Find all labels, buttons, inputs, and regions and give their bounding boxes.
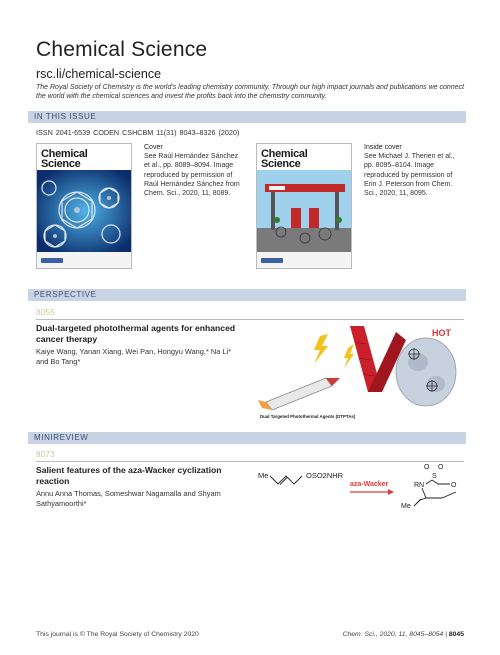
rocket-shape (258, 378, 340, 410)
separator: | (445, 631, 449, 638)
cover-caption-text: See Michael J. Therien et al., pp. 8095–8104. Image reproduced by permission of Erin J. Peterson from Chem. Sci., 2020, 11, 8095. (364, 153, 455, 198)
section-bar-minireview (28, 432, 466, 444)
reactant-me: Me (258, 471, 269, 480)
article-authors: Kaiye Wang, Yanan Xiang, Wei Pan, Hongyu Wang,* Na Li* and Bo Tang* (36, 347, 232, 366)
fullerene-cage-art (37, 170, 132, 252)
section-bar-in-this-issue (28, 111, 466, 123)
footer-citation (300, 631, 464, 638)
footer-copyright: This journal is © The Royal Society of Chemistry 2020 (36, 631, 199, 638)
inside-cover-caption (364, 143, 462, 198)
cover-masthead: Chemical Science (261, 148, 308, 170)
section-bar-perspective (28, 289, 466, 301)
cover-caption-text: See Raúl Hernández Sánchez et al., pp. 8089–8094. Image reproduced by permission of Raúl Hernández Sánchez from Chem. Sci., 2020, 11, 8089. (144, 153, 240, 198)
cover-label: Inside cover (364, 144, 402, 151)
front-cover-caption (144, 143, 242, 198)
aza-wacker-scheme (256, 462, 464, 512)
agent-label: Dual Targeted Photothermal Agents (DTPTAs) (260, 414, 356, 419)
article-authors: Annu Anna Thomas, Someshwar Nagamalla and Shyam Sathyamoorthi* (36, 489, 221, 508)
article-page-number: 8055 (36, 308, 55, 317)
rsc-logo (41, 258, 63, 263)
front-cover-image[interactable] (36, 143, 132, 269)
section-label: PERSPECTIVE (34, 290, 97, 299)
journal-url[interactable]: rsc.li/chemical-science (36, 67, 162, 81)
nir-station-art (257, 170, 352, 252)
product-o: O (424, 464, 430, 471)
section-label: MINIREVIEW (34, 433, 89, 442)
article-title[interactable]: Dual-targeted photothermal agents for enhanced cancer therapy (36, 323, 236, 344)
cover-label: Cover (144, 144, 163, 151)
citation-text: Chem. Sci., 2020, 11, 8045–8054 (342, 631, 444, 638)
photothermal-agents-figure (256, 322, 464, 420)
reactant-group: OSO2NHR (306, 471, 344, 480)
section-label: IN THIS ISSUE (34, 112, 97, 121)
cover-footer (257, 252, 352, 268)
product-rn: RN (414, 482, 425, 489)
hot-label: HOT (432, 328, 451, 338)
page-number: 8045 (448, 631, 464, 638)
article-title[interactable]: Salient features of the aza-Wacker cyclization reaction (36, 465, 222, 486)
cover-masthead: Chemical Science (41, 148, 88, 170)
arrow-label: aza-Wacker (350, 481, 389, 488)
journal-title: Chemical Science (36, 38, 208, 61)
rsc-logo (261, 258, 283, 263)
product-me: Me (401, 503, 411, 510)
inside-cover-image[interactable] (256, 143, 352, 269)
article-page-number: 8073 (36, 450, 55, 459)
article-divider (36, 319, 464, 320)
product-o-3: O (451, 482, 457, 489)
journal-blurb: The Royal Society of Chemistry is the world's leading chemistry community. Through our high impact journals and publications we connect the world with the chemical sciences and invest the profits back into the chemistry community. (36, 84, 465, 100)
issn-line: ISSN 2041-6539 CODEN CSHCBM 11(31) 8043–8326 (2020) (36, 128, 240, 137)
cover-footer (37, 252, 132, 268)
product-o-2: O (438, 464, 444, 471)
product-s: S (432, 473, 437, 480)
